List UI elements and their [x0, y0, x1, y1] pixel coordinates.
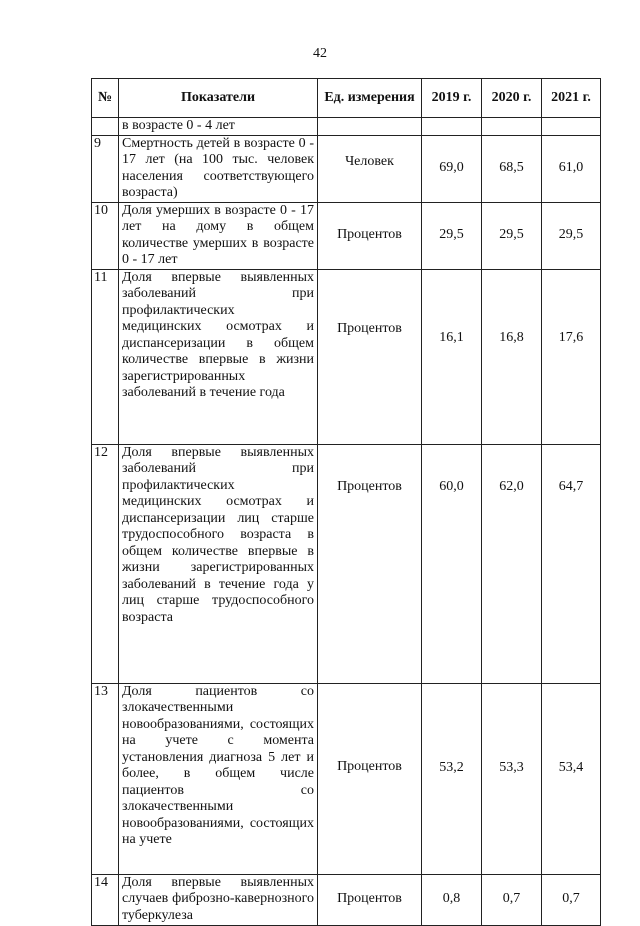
value-2021: 61,0: [542, 135, 601, 202]
unit-label: Процентов: [337, 478, 402, 494]
value-2021: 53,4: [542, 683, 601, 874]
value-2019: [422, 118, 482, 136]
row-number: 10: [92, 202, 119, 269]
unit-label: Процентов: [337, 891, 402, 907]
unit-cell: [318, 874, 422, 925]
table-row: [92, 683, 601, 874]
unit-cell: [318, 118, 422, 136]
value-2020: 53,3: [482, 683, 542, 874]
value-2021: 29,5: [542, 202, 601, 269]
value-2021: [542, 118, 601, 136]
indicator-name: Доля впервые выявленных случаев фиброзно-кавернозного туберкулеза: [119, 874, 318, 925]
value-2020: 68,5: [482, 135, 542, 202]
table-row: [92, 118, 601, 136]
value-2019: 16,1: [422, 269, 482, 444]
value-2021: 64,7: [542, 444, 601, 683]
header-indicator: Показатели: [119, 79, 318, 118]
indicator-name: Доля впервые выявленных заболеваний при профилактических медицинских осмотрах и диспансеризации лиц старше трудоспособного возраста в общем количестве впервые в жизни зарегистрированных заболеваний в течение года у лиц старше трудоспособного возраста: [119, 444, 318, 683]
indicator-name: Смертность детей в возрасте 0 - 17 лет (на 100 тыс. человек населения соответствующего возраста): [119, 135, 318, 202]
row-number: 13: [92, 683, 119, 874]
unit-cell: [318, 444, 422, 683]
unit-cell: [318, 202, 422, 269]
table-header-row: [92, 79, 601, 118]
value-2021: 0,7: [542, 874, 601, 925]
indicator-name: Доля пациентов со злокачественными новообразованиями, состоящих на учете с момента установления диагноза 5 лет и более, в общем числе пациентов со злокачественными новообразованиями, состоящих на учете: [119, 683, 318, 874]
value-2019: 53,2: [422, 683, 482, 874]
table-row: [92, 202, 601, 269]
header-2020: 2020 г.: [482, 79, 542, 118]
unit-label: Процентов: [337, 227, 402, 243]
table-row: [92, 135, 601, 202]
row-number: 11: [92, 269, 119, 444]
row-number: 12: [92, 444, 119, 683]
value-2021: 17,6: [542, 269, 601, 444]
unit-label: Человек: [345, 154, 394, 170]
header-unit: Ед. измерения: [318, 79, 422, 118]
table-row: [92, 874, 601, 925]
value-2019: 29,5: [422, 202, 482, 269]
indicator-name: Доля впервые выявленных заболеваний при профилактических медицинских осмотрах и диспансеризации в общем количестве впервые в жизни зарегистрированных заболеваний в течение года: [119, 269, 318, 444]
unit-cell: [318, 683, 422, 874]
value-2019: 69,0: [422, 135, 482, 202]
header-no: №: [92, 79, 119, 118]
value-2019: 60,0: [422, 444, 482, 683]
header-2019: 2019 г.: [422, 79, 482, 118]
indicator-name: в возрасте 0 - 4 лет: [119, 118, 318, 136]
value-2020: [482, 118, 542, 136]
unit-cell: [318, 135, 422, 202]
row-number: 14: [92, 874, 119, 925]
value-2019: 0,8: [422, 874, 482, 925]
row-number: 9: [92, 135, 119, 202]
unit-label: Процентов: [337, 320, 402, 336]
page-number: 42: [313, 46, 327, 61]
unit-cell: [318, 269, 422, 444]
row-number: [92, 118, 119, 136]
indicator-name: Доля умерших в возрасте 0 - 17 лет на дому в общем количестве умерших в возрасте 0 - 17 лет: [119, 202, 318, 269]
indicators-table: [91, 78, 601, 926]
table-row: [92, 269, 601, 444]
value-2020: 62,0: [482, 444, 542, 683]
value-2020: 0,7: [482, 874, 542, 925]
unit-label: Процентов: [337, 758, 402, 774]
value-2020: 16,8: [482, 269, 542, 444]
table-row: [92, 444, 601, 683]
header-2021: 2021 г.: [542, 79, 601, 118]
value-2020: 29,5: [482, 202, 542, 269]
